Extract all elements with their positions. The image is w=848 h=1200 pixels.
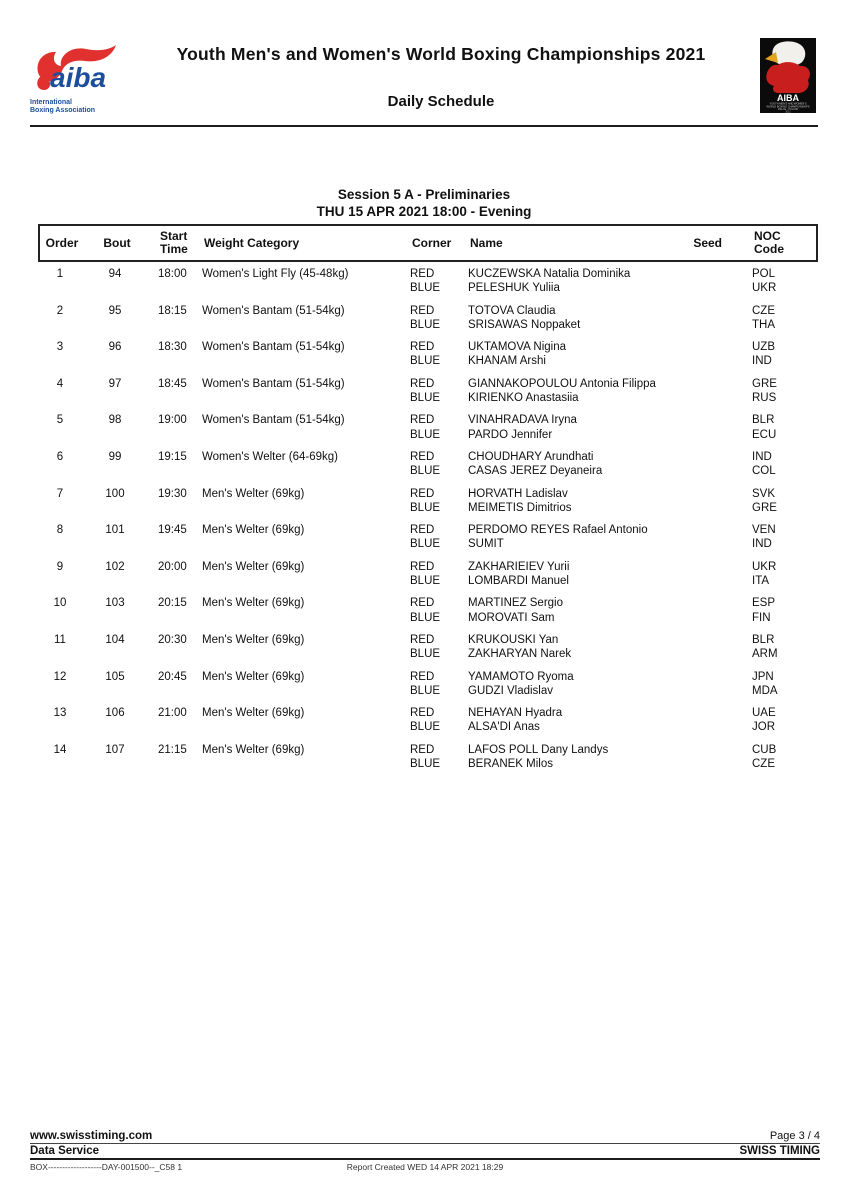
red-boxer-name: VINAHRADAVA Iryna: [468, 414, 577, 427]
blue-boxer-noc: ARM: [752, 648, 778, 661]
blue-boxer-name: KIRIENKO Anastasiia: [468, 391, 579, 404]
corner-blue-label: BLUE: [410, 318, 441, 331]
red-boxer-name: MARTINEZ Sergio: [468, 597, 564, 610]
bout-seed: [678, 560, 720, 588]
red-boxer-noc: JPN: [752, 670, 774, 683]
session-datetime: THU 15 APR 2021 18:00 - Evening: [316, 204, 532, 219]
bout-corners: [410, 596, 468, 624]
bout-weight-category: Women's Bantam (51-54kg): [202, 414, 345, 427]
bout-corners: [410, 413, 468, 441]
bout-weight-category: Men's Welter (69kg): [202, 707, 305, 720]
table-row: [38, 670, 818, 698]
footer-website: www.swisstiming.com: [30, 1130, 153, 1142]
red-boxer-noc: UZB: [752, 341, 775, 354]
bout-start-time: 19:30: [158, 487, 187, 500]
red-boxer-name: NEHAYAN Hyadra: [468, 707, 563, 720]
table-row: [38, 596, 818, 624]
blue-boxer-noc: CZE: [752, 757, 775, 770]
red-boxer-name: GIANNAKOPOULOU Antonia Filippa: [468, 377, 656, 390]
table-row: [38, 413, 818, 441]
bout-corners: [410, 670, 468, 698]
corner-red-label: RED: [410, 560, 435, 573]
red-boxer-noc: SVK: [752, 487, 776, 500]
table-row: [38, 633, 818, 661]
blue-boxer-name: CASAS JEREZ Deyaneira: [468, 465, 603, 478]
aiba-logo-graphic: [30, 42, 118, 94]
blue-boxer-name: PARDO Jennifer: [468, 428, 553, 441]
bout-noc-codes: [720, 377, 818, 405]
corner-red-label: RED: [410, 377, 435, 390]
red-boxer-name: UKTAMOVA Nigina: [468, 341, 566, 354]
bout-seed: [678, 377, 720, 405]
blue-boxer-name: SRISAWAS Noppaket: [468, 318, 581, 331]
bout-number: 105: [105, 670, 125, 683]
bout-order: 9: [56, 560, 64, 573]
bout-corners: [410, 267, 468, 295]
bout-number: 97: [108, 377, 122, 390]
bout-order: 1: [56, 268, 64, 280]
blue-boxer-name: BERANEK Milos: [468, 757, 553, 770]
bout-seed: [678, 340, 720, 368]
corner-blue-label: BLUE: [410, 721, 441, 734]
col-header-noc-code: [722, 230, 820, 256]
aiba-logo-subtitle-1: International: [30, 99, 73, 106]
bout-order: 6: [56, 450, 64, 463]
bout-weight-category: Women's Bantam (51-54kg): [202, 304, 345, 317]
bout-corners: [410, 340, 468, 368]
blue-boxer-name: GUDZI Vladislav: [468, 684, 553, 697]
bout-seed: [678, 633, 720, 661]
blue-boxer-noc: IND: [752, 538, 772, 551]
bout-number: 106: [105, 707, 125, 720]
footer-row-report: [30, 1162, 820, 1172]
bout-weight-category: Men's Welter (69kg): [202, 743, 305, 756]
corner-red-label: RED: [410, 597, 435, 610]
bout-boxers: [468, 596, 678, 624]
bout-seed: [678, 596, 720, 624]
bout-noc-codes: [720, 487, 818, 515]
footer-report-created: Report Created WED 14 APR 2021 18:29: [346, 1162, 504, 1172]
bout-boxers: [468, 450, 678, 478]
bout-corners: [410, 304, 468, 332]
bout-corners: [410, 706, 468, 734]
red-boxer-noc: IND: [752, 450, 772, 463]
red-boxer-noc: CUB: [752, 743, 777, 756]
bout-seed: [678, 413, 720, 441]
header-titles: [122, 38, 760, 118]
table-row: [38, 706, 818, 734]
blue-boxer-name: PELESHUK Yuliia: [468, 282, 560, 295]
bout-corners: [410, 633, 468, 661]
bout-boxers: [468, 560, 678, 588]
session-title: Session 5 A - Preliminaries: [337, 187, 511, 202]
bout-number: 96: [108, 341, 122, 354]
bout-seed: [678, 450, 720, 478]
bout-boxers: [468, 706, 678, 734]
bout-start-time: 18:00: [158, 268, 187, 280]
footer-brand: SWISS TIMING: [739, 1145, 820, 1157]
page-footer: [30, 1130, 820, 1172]
bout-start-time: 20:00: [158, 560, 187, 573]
red-boxer-noc: VEN: [752, 524, 776, 537]
bout-corners: [410, 450, 468, 478]
bout-seed: [678, 267, 720, 295]
blue-boxer-noc: UKR: [752, 282, 777, 295]
col-header-seed: Seed: [693, 235, 722, 250]
bout-number: 95: [108, 304, 122, 317]
aiba-logo-subtitle-2: Boxing Association: [30, 107, 96, 114]
table-row: [38, 560, 818, 588]
event-logo-line2: WORLD BOXING CHAMPIONSHIPS: [766, 105, 810, 109]
bout-weight-category: Men's Welter (69kg): [202, 524, 305, 537]
bout-order: 8: [56, 524, 64, 537]
bout-start-time: 20:30: [158, 633, 187, 646]
page-title: Youth Men's and Women's World Boxing Championships 2021: [176, 44, 706, 64]
corner-blue-label: BLUE: [410, 391, 441, 404]
bout-start-time: 19:45: [158, 524, 187, 537]
footer-page-number: Page 3 / 4: [769, 1130, 820, 1142]
bout-start-time: 20:15: [158, 597, 187, 610]
bout-noc-codes: [720, 413, 818, 441]
bout-start-time: 18:30: [158, 341, 187, 354]
corner-blue-label: BLUE: [410, 501, 441, 514]
bout-boxers: [468, 487, 678, 515]
bout-corners: [410, 487, 468, 515]
corner-blue-label: BLUE: [410, 757, 441, 770]
bout-order: 14: [53, 743, 67, 756]
corner-blue-label: BLUE: [410, 538, 441, 551]
bout-corners: [410, 560, 468, 588]
bout-order: 10: [53, 597, 67, 610]
bout-start-time: 19:00: [158, 414, 187, 427]
blue-boxer-name: ZAKHARYAN Narek: [468, 648, 572, 661]
session-heading: [0, 186, 848, 220]
corner-red-label: RED: [410, 743, 435, 756]
aiba-wordmark: aiba: [50, 62, 107, 93]
col-header-corner: Corner: [412, 235, 452, 250]
corner-red-label: RED: [410, 341, 435, 354]
blue-boxer-noc: RUS: [752, 391, 777, 404]
bout-boxers: [468, 267, 678, 295]
blue-boxer-noc: FIN: [752, 611, 771, 624]
red-boxer-name: CHOUDHARY Arundhati: [468, 450, 594, 463]
event-logo-line4: 2021: [785, 110, 791, 113]
blue-boxer-name: SUMIT: [468, 538, 504, 551]
bout-boxers: [468, 633, 678, 661]
schedule-table: [38, 224, 818, 779]
table-row: [38, 377, 818, 405]
bout-noc-codes: [720, 706, 818, 734]
footer-row-website: [30, 1130, 820, 1144]
bout-seed: [678, 670, 720, 698]
corner-red-label: RED: [410, 524, 435, 537]
bout-noc-codes: [720, 304, 818, 332]
table-row: [38, 340, 818, 368]
red-boxer-name: PERDOMO REYES Rafael Antonio: [468, 524, 648, 537]
bout-order: 4: [56, 377, 64, 390]
red-boxer-name: YAMAMOTO Ryoma: [468, 670, 574, 683]
bout-weight-category: Men's Welter (69kg): [202, 633, 305, 646]
bout-order: 7: [56, 487, 64, 500]
footer-report-code: BOX-------------------DAY-001500--_C58 1: [30, 1162, 183, 1172]
bout-seed: [678, 304, 720, 332]
bout-boxers: [468, 670, 678, 698]
corner-red-label: RED: [410, 268, 435, 280]
bout-number: 101: [105, 524, 125, 537]
blue-boxer-noc: MDA: [752, 684, 778, 697]
page-header: [30, 38, 818, 118]
bout-corners: [410, 743, 468, 771]
bout-order: 12: [53, 670, 67, 683]
bout-weight-category: Women's Bantam (51-54kg): [202, 341, 345, 354]
corner-red-label: RED: [410, 304, 435, 317]
bout-corners: [410, 523, 468, 551]
bout-noc-codes: [720, 743, 818, 771]
footer-data-service: Data Service: [30, 1145, 100, 1157]
bout-rows: [38, 262, 818, 771]
bout-corners: [410, 377, 468, 405]
table-row: [38, 304, 818, 332]
event-logo: [760, 38, 818, 118]
bout-noc-codes: [720, 633, 818, 661]
table-row: [38, 487, 818, 515]
red-boxer-noc: BLR: [752, 414, 775, 427]
red-boxer-name: TOTOVA Claudia: [468, 304, 556, 317]
bout-number: 99: [108, 450, 122, 463]
bout-number: 107: [105, 743, 125, 756]
red-boxer-noc: UAE: [752, 707, 776, 720]
bout-noc-codes: [720, 560, 818, 588]
bout-start-time: 21:15: [158, 743, 187, 756]
blue-boxer-name: ALSA'DI Anas: [468, 721, 540, 734]
bout-number: 104: [105, 633, 125, 646]
bout-weight-category: Men's Welter (69kg): [202, 670, 305, 683]
bout-boxers: [468, 340, 678, 368]
blue-boxer-noc: IND: [752, 355, 772, 368]
event-logo-line1: YOUTH MEN'S AND WOMEN'S: [769, 102, 807, 106]
corner-red-label: RED: [410, 633, 435, 646]
event-logo-wordmark: AIBA: [777, 93, 799, 103]
red-boxer-name: LAFOS POLL Dany Landys: [468, 743, 609, 756]
blue-boxer-noc: ITA: [752, 574, 770, 587]
bout-boxers: [468, 523, 678, 551]
bout-order: 11: [54, 633, 66, 646]
red-boxer-noc: BLR: [752, 633, 775, 646]
table-header-row: [38, 224, 818, 262]
corner-red-label: RED: [410, 707, 435, 720]
bout-weight-category: Women's Light Fly (45-48kg): [202, 268, 349, 280]
page-subtitle: Daily Schedule: [387, 93, 495, 110]
corner-blue-label: BLUE: [410, 465, 441, 478]
bout-noc-codes: [720, 596, 818, 624]
footer-row-service: [30, 1145, 820, 1160]
red-boxer-noc: GRE: [752, 377, 777, 390]
corner-blue-label: BLUE: [410, 282, 441, 295]
col-header-bout: Bout: [103, 235, 131, 250]
event-logo-line3: KIELCE - POLAND: [777, 108, 799, 112]
bout-seed: [678, 706, 720, 734]
bout-start-time: 19:15: [158, 450, 187, 463]
bout-weight-category: Men's Welter (69kg): [202, 597, 305, 610]
col-header-name: Name: [470, 235, 503, 250]
bout-number: 98: [108, 414, 122, 427]
corner-red-label: RED: [410, 487, 435, 500]
blue-boxer-name: MEIMETIS Dimitrios: [468, 501, 572, 514]
bout-order: 2: [56, 304, 64, 317]
bout-start-time: 18:15: [158, 304, 187, 317]
blue-boxer-noc: COL: [752, 465, 776, 478]
bout-start-time: 18:45: [158, 377, 187, 390]
red-boxer-name: KUCZEWSKA Natalia Dominika: [468, 268, 631, 280]
bout-noc-codes: [720, 670, 818, 698]
corner-red-label: RED: [410, 670, 435, 683]
header-divider: [30, 125, 818, 127]
col-header-start-time: [150, 230, 204, 256]
bout-weight-category: Men's Welter (69kg): [202, 560, 305, 573]
bout-noc-codes: [720, 450, 818, 478]
blue-boxer-noc: GRE: [752, 501, 777, 514]
col-header-order: Order: [45, 235, 79, 250]
bout-boxers: [468, 304, 678, 332]
bout-number: 102: [105, 560, 125, 573]
corner-blue-label: BLUE: [410, 355, 441, 368]
bout-noc-codes: [720, 267, 818, 295]
bout-noc-codes: [720, 523, 818, 551]
red-boxer-noc: UKR: [752, 560, 777, 573]
bout-number: 94: [108, 268, 122, 280]
bout-start-time: 21:00: [158, 707, 187, 720]
corner-blue-label: BLUE: [410, 684, 441, 697]
bout-start-time: 20:45: [158, 670, 187, 683]
red-boxer-name: HORVATH Ladislav: [468, 487, 568, 500]
table-row: [38, 267, 818, 295]
corner-red-label: RED: [410, 414, 435, 427]
bout-boxers: [468, 413, 678, 441]
corner-blue-label: BLUE: [410, 574, 441, 587]
aiba-logo: [30, 38, 122, 118]
bout-number: 103: [105, 597, 125, 610]
blue-boxer-noc: ECU: [752, 428, 777, 441]
red-boxer-name: ZAKHARIEIEV Yurii: [468, 560, 570, 573]
blue-boxer-noc: THA: [752, 318, 775, 331]
blue-boxer-name: KHANAM Arshi: [468, 355, 546, 368]
bout-boxers: [468, 377, 678, 405]
bout-order: 13: [53, 707, 67, 720]
corner-blue-label: BLUE: [410, 428, 441, 441]
blue-boxer-noc: JOR: [752, 721, 775, 734]
bout-weight-category: Women's Welter (64-69kg): [202, 450, 338, 463]
corner-blue-label: BLUE: [410, 648, 441, 661]
bout-order: 3: [56, 341, 64, 354]
red-boxer-noc: POL: [752, 268, 776, 280]
bout-order: 5: [56, 414, 64, 427]
bout-number: 100: [105, 487, 125, 500]
bout-noc-codes: [720, 340, 818, 368]
bout-seed: [678, 743, 720, 771]
corner-red-label: RED: [410, 450, 435, 463]
table-row: [38, 523, 818, 551]
col-header-weight-category: Weight Category: [204, 235, 300, 250]
col-header-start-time-label: Start Time: [160, 229, 188, 256]
bout-weight-category: Women's Bantam (51-54kg): [202, 377, 345, 390]
bout-weight-category: Men's Welter (69kg): [202, 487, 305, 500]
bout-seed: [678, 487, 720, 515]
corner-blue-label: BLUE: [410, 611, 441, 624]
table-row: [38, 450, 818, 478]
blue-boxer-name: LOMBARDI Manuel: [468, 574, 569, 587]
red-boxer-noc: CZE: [752, 304, 775, 317]
table-row: [38, 743, 818, 771]
red-boxer-name: KRUKOUSKI Yan: [468, 633, 559, 646]
event-logo-graphic: [760, 38, 816, 113]
col-header-noc-code-label: NOC Code: [754, 229, 784, 256]
bout-boxers: [468, 743, 678, 771]
bout-seed: [678, 523, 720, 551]
blue-boxer-name: MOROVATI Sam: [468, 611, 555, 624]
red-boxer-noc: ESP: [752, 597, 776, 610]
